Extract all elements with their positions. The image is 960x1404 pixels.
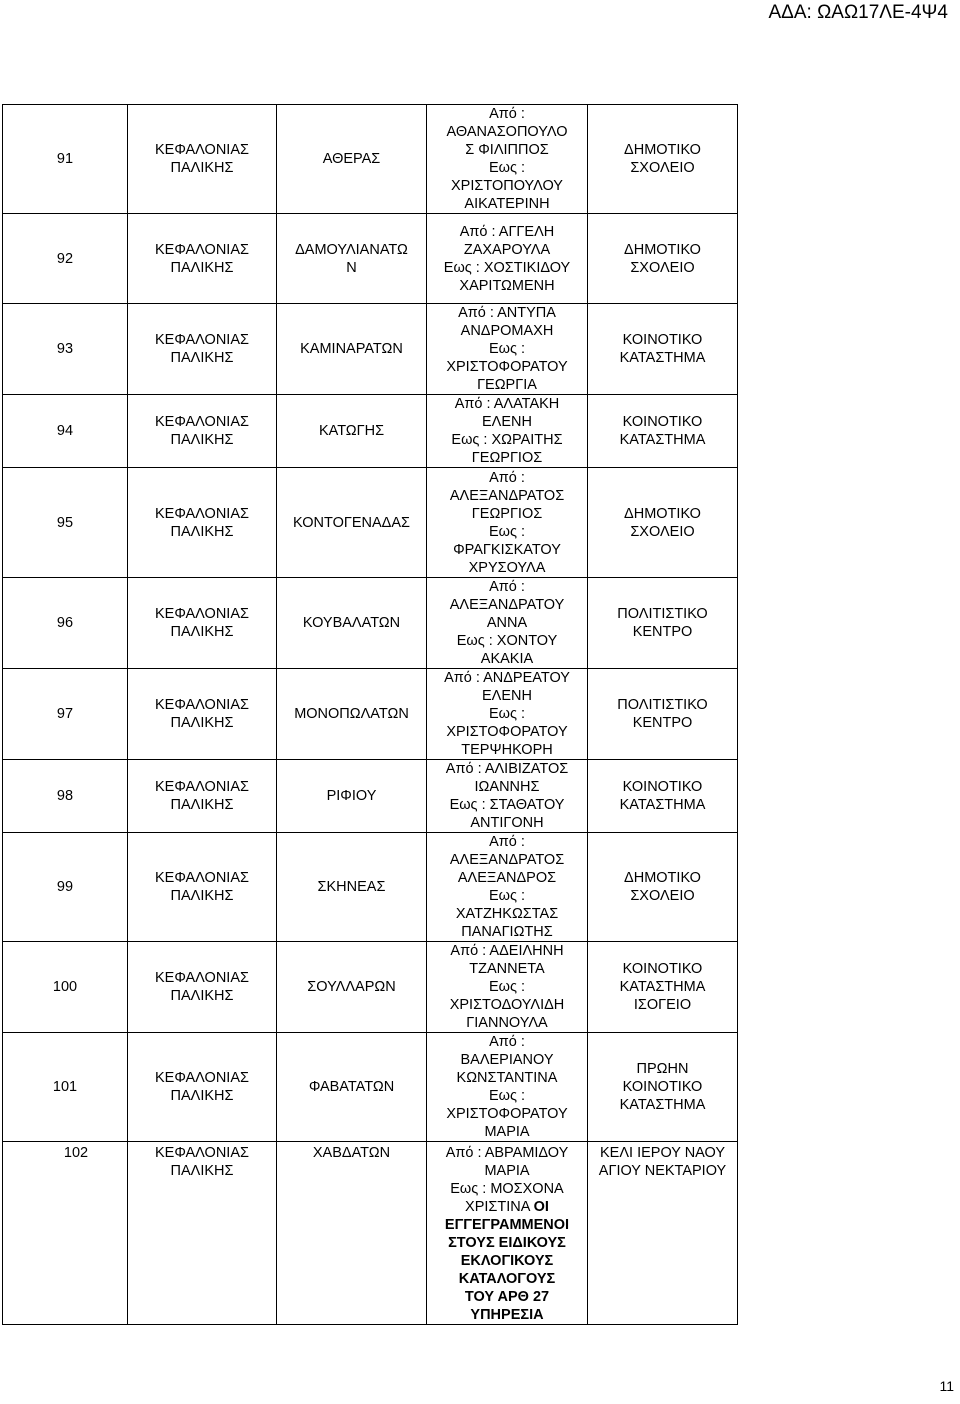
cell-line: ΑΙΚΑΤΕΡΙΝΗ [464, 196, 550, 212]
cell-line: ΚΑΤΑΣΤΗΜΑ [619, 979, 706, 995]
cell-line: Από : [489, 834, 525, 850]
location-cell [588, 214, 738, 304]
cell-line: ΑΛΕΞΑΝΔΡΟΣ [457, 870, 557, 886]
cell-line: ΚΕΦΑΛΟΝΙΑΣ [155, 606, 249, 622]
location-cell [588, 942, 738, 1033]
cell-line: ΚΩΝΣΤΑΝΤΙΝΑ [456, 1070, 558, 1086]
municipality-cell [128, 304, 277, 395]
cell-line: ΧΑΤΖΗΚΩΣΤΑΣ [455, 906, 559, 922]
municipality-cell [128, 468, 277, 578]
cell-line: Εως : ΧΟΝΤΟΥ [456, 633, 558, 649]
cell-line: ΣΧΟΛΕΙΟ [630, 259, 695, 276]
cell-line: Εως : ΧΩΡΑΙΤΗΣ [451, 432, 563, 448]
cell-line: ΧΡΙΣΤΟΔΟΥΛΙΔΗ [449, 997, 565, 1013]
cell-line: Εως : [488, 706, 526, 722]
municipality-cell [128, 214, 277, 304]
table-row [3, 395, 738, 468]
cell-line: ΣΚΗΝΕΑΣ [317, 879, 386, 895]
cell-line: ΚΟΝΤΟΓΕΝΑΔΑΣ [293, 514, 410, 531]
cell-line: ΓΙΑΝΝΟΥΛΑ [466, 1015, 548, 1031]
cell-line: Από : [489, 469, 525, 486]
cell-line: ΧΡΙΣΤΟΦΟΡΑΤΟΥ [446, 359, 568, 375]
cell-line: ΚΕΦΑΛΟΝΙΑΣ [155, 142, 249, 158]
station-number: 94 [3, 395, 128, 468]
cell-line: Από : [489, 579, 525, 595]
cell-line: Εως : [488, 979, 526, 995]
cell-line: ΔΗΜΟΤΙΚΟ [624, 241, 701, 258]
voter-range-cell [427, 833, 588, 942]
voter-range-cell [427, 304, 588, 395]
cell-line: ΑΛΕΞΑΝΔΡΑΤΟΥ [449, 597, 565, 613]
cell-line: ΕΛΕΝΗ [482, 414, 532, 430]
cell-line: ΠΑΛΙΚΗΣ [170, 523, 234, 540]
cell-line: ΤΕΡΨΗΚΟΡΗ [461, 742, 553, 758]
location-cell [588, 1033, 738, 1142]
table-row [3, 105, 738, 214]
municipality-cell [128, 760, 277, 833]
cell-line: ΚΑΤΑΛΟΓΟΥΣ [458, 1271, 556, 1287]
cell-line: ΠΑΛΙΚΗΣ [170, 1088, 234, 1104]
cell-line: ΠΟΛΙΤΙΣΤΙΚΟ [617, 606, 708, 622]
table-row [3, 304, 738, 395]
range-tail: ΧΡΙΣΤΙΝΑ [465, 1199, 530, 1215]
cell-line: ΠΑΛΙΚΗΣ [170, 350, 234, 366]
cell-line: ΠΑΛΙΚΗΣ [170, 715, 234, 731]
cell-line: ΑΘΑΝΑΣΟΠΟΥΛΟ [446, 124, 568, 140]
municipality-cell [128, 1033, 277, 1142]
cell-line: ΧΑΒΔΑΤΩΝ [312, 1145, 391, 1161]
district-cell [277, 468, 427, 578]
cell-line: Από : ΑΝΔΡΕΑΤΟΥ [444, 670, 570, 686]
cell-line: ΠΟΛΙΤΙΣΤΙΚΟ [617, 697, 708, 713]
cell-line: Από : ΑΛΙΒΙΖΑΤΟΣ [445, 761, 569, 777]
district-cell [277, 304, 427, 395]
cell-line: ΑΓΙΟΥ ΝΕΚΤΑΡΙΟΥ [598, 1163, 727, 1179]
cell-line: ΚΕΦΑΛΟΝΙΑΣ [155, 414, 249, 430]
municipality-cell [128, 669, 277, 760]
municipality-cell [128, 833, 277, 942]
location-cell [588, 304, 738, 395]
voter-range-cell [427, 942, 588, 1033]
cell-line: ΚΕΦΑΛΟΝΙΑΣ [155, 870, 249, 886]
municipality-cell [128, 395, 277, 468]
cell-line: ΚΑΤΩΓΗΣ [318, 423, 385, 439]
cell-line: Εως : [488, 888, 526, 904]
table-row [3, 214, 738, 304]
cell-line: ΚΟΙΝΟΤΙΚΟ [622, 332, 703, 348]
cell-line: ΓΕΩΡΓΙΟΣ [471, 450, 543, 466]
cell-line: ΤΟΥ ΑΡΘ 27 [464, 1289, 550, 1305]
district-cell [277, 1033, 427, 1142]
cell-line: ΕΓΓΕΓΡΑΜΜΕΝΟΙ [444, 1217, 570, 1233]
cell-line: Από : ΑΓΓΕΛΗ [459, 223, 555, 240]
station-number: 97 [3, 669, 128, 760]
cell-line: ΠΑΛΙΚΗΣ [170, 797, 234, 813]
cell-line: ΚΕΦΑΛΟΝΙΑΣ [155, 779, 249, 795]
district-cell [277, 942, 427, 1033]
cell-line: Από : [489, 106, 525, 122]
cell-line: ΚΕΦΑΛΟΝΙΑΣ [155, 505, 249, 522]
cell-line: ΧΡΙΣΤΟΠΟΥΛΟΥ [451, 178, 563, 194]
district-cell [277, 578, 427, 669]
page-number: 11 [939, 1378, 954, 1394]
cell-line: ΣΟΥΛΛΑΡΩΝ [307, 979, 396, 995]
district-cell [277, 105, 427, 214]
cell-line: ΚΕΦΑΛΟΝΙΑΣ [155, 1145, 249, 1161]
station-number: 93 [3, 304, 128, 395]
cell-line: ΤΖΑΝΝΕΤΑ [469, 961, 545, 977]
cell-line: ΧΑΡΙΤΩΜΕΝΗ [459, 277, 555, 294]
special-note-start: ΟΙ [533, 1199, 549, 1215]
cell-line: ΑΝΝΑ [486, 615, 528, 631]
cell-line: ΔΑΜΟΥΛΙΑΝΑΤΩ [295, 241, 408, 258]
cell-line: ΑΛΕΞΑΝΔΡΑΤΟΣ [449, 487, 565, 504]
station-number: 95 [3, 468, 128, 578]
cell-line: ΔΗΜΟΤΙΚΟ [624, 142, 701, 158]
cell-line: Εως : [488, 523, 526, 540]
cell-line: ΦΑΒΑΤΑΤΩΝ [308, 1079, 395, 1095]
cell-line: ΑΝΔΡΟΜΑΧΗ [460, 323, 554, 339]
cell-line: ΠΑΛΙΚΗΣ [170, 1163, 234, 1179]
cell-line: ΠΑΝΑΓΙΩΤΗΣ [461, 924, 553, 940]
table-row [3, 468, 738, 578]
cell-line: ΠΑΛΙΚΗΣ [170, 624, 234, 640]
table-row [3, 833, 738, 942]
cell-line: Εως : [488, 160, 526, 176]
voter-range-cell [427, 1142, 588, 1325]
polling-stations-table [2, 104, 738, 1325]
cell-line: ΠΡΩΗΝ [636, 1061, 689, 1077]
station-number: 96 [3, 578, 128, 669]
cell-line: ΠΑΛΙΚΗΣ [170, 432, 234, 448]
cell-line: ΣΧΟΛΕΙΟ [630, 888, 695, 904]
cell-line: ΚΕΦΑΛΟΝΙΑΣ [155, 1070, 249, 1086]
municipality-cell [128, 1142, 277, 1325]
cell-line: Εως : ΧΟΣΤΙΚΙΔΟΥ [443, 259, 571, 276]
cell-line: ΧΡΙΣΤΟΦΟΡΑΤΟΥ [446, 1106, 568, 1122]
cell-line: ΚΕΦΑΛΟΝΙΑΣ [155, 241, 249, 258]
cell-line: ΚΑΜΙΝΑΡΑΤΩΝ [300, 341, 403, 357]
cell-line: ΚΕΦΑΛΟΝΙΑΣ [155, 697, 249, 713]
cell-line: Εως : [488, 341, 526, 357]
cell-line: ΑΛΕΞΑΝΔΡΑΤΟΣ [449, 852, 565, 868]
table-row [3, 578, 738, 669]
voter-range-cell [427, 578, 588, 669]
district-cell [277, 669, 427, 760]
cell-line: ΙΩΑΝΝΗΣ [474, 779, 540, 795]
cell-line: ΧΡΥΣΟΥΛΑ [468, 559, 546, 576]
cell-line: ΜΟΝΟΠΩΛΑΤΩΝ [294, 706, 409, 722]
cell-line: ΥΠΗΡΕΣΙΑ [470, 1307, 544, 1323]
cell-line: Ν [346, 259, 357, 276]
cell-line: ΠΑΛΙΚΗΣ [170, 988, 234, 1004]
cell-line [429, 1198, 585, 1216]
location-cell [588, 468, 738, 578]
location-cell [588, 578, 738, 669]
cell-line: ΜΑΡΙΑ [484, 1163, 530, 1179]
cell-line: ΚΕΦΑΛΟΝΙΑΣ [155, 332, 249, 348]
location-cell [588, 669, 738, 760]
cell-line: Εως : [488, 1088, 526, 1104]
cell-line: ΕΛΕΝΗ [482, 688, 532, 704]
district-cell [277, 1142, 427, 1325]
table-row [3, 942, 738, 1033]
location-cell [588, 833, 738, 942]
table-row [3, 1033, 738, 1142]
cell-line: ΒΑΛΕΡΙΑΝΟΥ [460, 1052, 554, 1068]
cell-line: Από : ΑΒΡΑΜΙΔΟΥ [445, 1145, 569, 1161]
cell-line: ΠΑΛΙΚΗΣ [170, 259, 234, 276]
cell-line: ΧΡΙΣΤΟΦΟΡΑΤΟΥ [446, 724, 568, 740]
station-number: 102 [3, 1142, 128, 1325]
cell-line: ΣΧΟΛΕΙΟ [630, 523, 695, 540]
cell-line: ΚΟΙΝΟΤΙΚΟ [622, 961, 703, 977]
cell-line: ΕΚΛΟΓΙΚΟΥΣ [460, 1253, 554, 1269]
location-cell [588, 760, 738, 833]
table-row [3, 760, 738, 833]
table-body [3, 105, 738, 1325]
cell-line: ΚΕΛΙ ΙΕΡΟΥ ΝΑΟΥ [599, 1145, 726, 1161]
cell-line: Σ ΦΙΛΙΠΠΟΣ [465, 142, 549, 158]
cell-line: Από : ΑΛΑΤΑΚΗ [454, 396, 560, 412]
voter-range-cell [427, 1033, 588, 1142]
cell-line: ΔΗΜΟΤΙΚΟ [624, 870, 701, 886]
cell-line: ΑΚΑΚΙΑ [480, 651, 534, 667]
cell-line: ΚΟΙΝΟΤΙΚΟ [622, 414, 703, 430]
voter-range-cell [427, 105, 588, 214]
cell-line: Από : ΑΝΤΥΠΑ [458, 305, 556, 321]
cell-line: ΣΧΟΛΕΙΟ [630, 160, 695, 176]
station-number: 92 [3, 214, 128, 304]
cell-line: ΓΕΩΡΓΙΑ [477, 377, 537, 393]
cell-line: ΔΗΜΟΤΙΚΟ [624, 505, 701, 522]
cell-line: ΚΟΙΝΟΤΙΚΟ [622, 1079, 703, 1095]
municipality-cell [128, 578, 277, 669]
district-cell [277, 395, 427, 468]
station-number: 98 [3, 760, 128, 833]
cell-line: ΙΣΟΓΕΙΟ [633, 997, 692, 1013]
table-row [3, 1142, 738, 1325]
voter-range-cell [427, 468, 588, 578]
cell-line: Εως : ΜΟΣΧΟΝΑ [450, 1181, 564, 1197]
cell-line: ΖΑΧΑΡΟΥΛΑ [463, 241, 551, 258]
voter-range-cell [427, 395, 588, 468]
cell-line: ΜΑΡΙΑ [484, 1124, 530, 1140]
station-number: 101 [3, 1033, 128, 1142]
cell-line: ΚΕΝΤΡΟ [632, 624, 693, 640]
cell-line: ΚΟΥΒΑΛΑΤΩΝ [302, 615, 401, 631]
station-number: 99 [3, 833, 128, 942]
location-cell [588, 1142, 738, 1325]
cell-line: ΚΕΦΑΛΟΝΙΑΣ [155, 970, 249, 986]
cell-line: ΚΑΤΑΣΤΗΜΑ [619, 432, 706, 448]
cell-line: ΣΤΟΥΣ ΕΙΔΙΚΟΥΣ [448, 1235, 566, 1251]
district-cell [277, 760, 427, 833]
cell-line: ΑΝΤΙΓΟΝΗ [470, 815, 544, 831]
cell-line: Από : [489, 1034, 525, 1050]
cell-line: ΠΑΛΙΚΗΣ [170, 160, 234, 176]
district-cell [277, 833, 427, 942]
cell-line: ΦΡΑΓΚΙΣΚΑΤΟΥ [453, 541, 561, 558]
cell-line: ΚΕΝΤΡΟ [632, 715, 693, 731]
location-cell [588, 105, 738, 214]
table-row [3, 669, 738, 760]
cell-line: ΚΟΙΝΟΤΙΚΟ [622, 779, 703, 795]
voter-range-cell [427, 214, 588, 304]
voter-range-cell [427, 760, 588, 833]
cell-line: ΑΘΕΡΑΣ [322, 151, 381, 167]
station-number: 91 [3, 105, 128, 214]
station-number: 100 [3, 942, 128, 1033]
cell-line: ΚΑΤΑΣΤΗΜΑ [619, 1097, 706, 1113]
cell-line: Εως : ΣΤΑΘΑΤΟΥ [449, 797, 565, 813]
location-cell [588, 395, 738, 468]
cell-line: ΠΑΛΙΚΗΣ [170, 888, 234, 904]
district-cell [277, 214, 427, 304]
cell-line: ΓΕΩΡΓΙΟΣ [471, 505, 543, 522]
cell-line: Από : ΑΔΕΙΛΗΝΗ [450, 943, 564, 959]
voter-range-cell [427, 669, 588, 760]
ada-code: ΑΔΑ: ΩΑΩ17ΛΕ-4Ψ4 [768, 2, 948, 23]
cell-line: ΚΑΤΑΣΤΗΜΑ [619, 797, 706, 813]
cell-line: ΡΙΦΙΟΥ [326, 788, 377, 804]
municipality-cell [128, 942, 277, 1033]
cell-line: ΚΑΤΑΣΤΗΜΑ [619, 350, 706, 366]
municipality-cell [128, 105, 277, 214]
